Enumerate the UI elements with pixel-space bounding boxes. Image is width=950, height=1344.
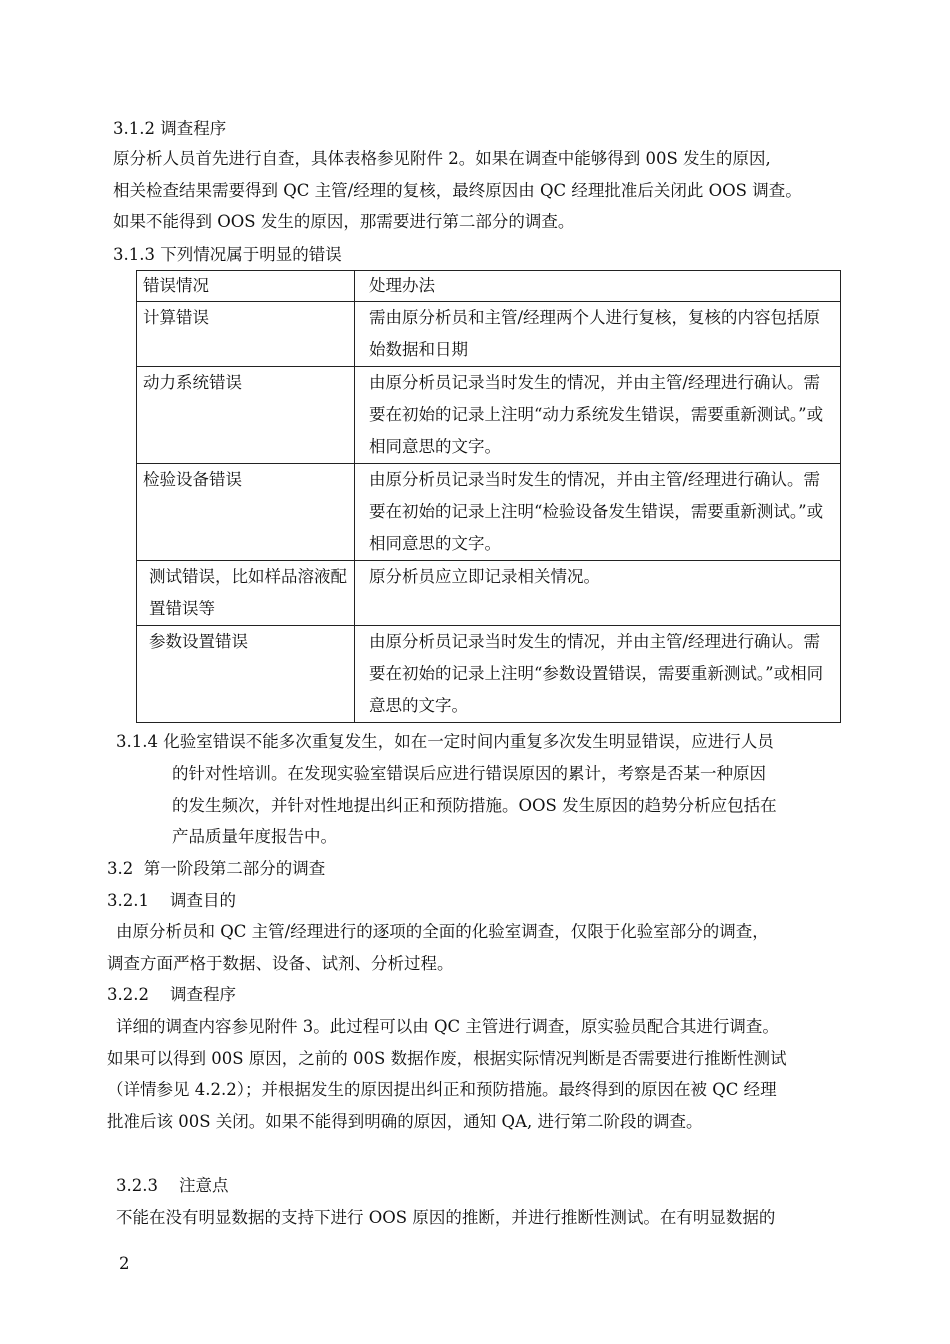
- table-row: [137, 626, 841, 723]
- table-header-handling: 处理办法: [355, 271, 841, 302]
- table-header-situation: 错误情况: [137, 271, 355, 302]
- table-cell-handling: 原分析员应立即记录相关情况。: [355, 561, 841, 626]
- error-handling-table: [136, 270, 841, 723]
- table-cell-handling: 需由原分析员和主管/经理两个人进行复核，复核的内容包括原始数据和日期: [355, 302, 841, 367]
- section-heading-312: 3.1.2 调查程序: [113, 119, 227, 138]
- table-row: [137, 561, 841, 626]
- paragraph-line: 调查方面严格于数据、设备、试剂、分析过程。: [107, 954, 454, 973]
- section-heading-321: 3.2.1 调查目的: [107, 891, 236, 910]
- section-heading-323: 3.2.3 注意点: [116, 1176, 229, 1195]
- paragraph-line: 由原分析员和 QC 主管/经理进行的逐项的全面的化验室调查，仅限于化验室部分的调查，: [116, 922, 769, 941]
- paragraph-line: 原分析人员首先进行自查，具体表格参见附件 2。如果在调查中能够得到 00S 发生的原因,: [113, 149, 771, 168]
- table-row: [137, 302, 841, 367]
- page-number: 2: [119, 1254, 130, 1273]
- paragraph-line: 如果不能得到 OOS 发生的原因，那需要进行第二部分的调查。: [113, 212, 575, 231]
- paragraph-line: 批准后该 00S 关闭。如果不能得到明确的原因，通知 QA, 进行第二阶段的调查。: [107, 1112, 703, 1131]
- paragraph-line: 产品质量年度报告中。: [172, 827, 337, 846]
- section-heading-322: 3.2.2 调查程序: [107, 985, 236, 1004]
- table-cell-situation: 计算错误: [137, 302, 355, 367]
- table-cell-situation: 动力系统错误: [137, 367, 355, 464]
- table-cell-situation: 测试错误，比如样品溶液配置错误等: [137, 561, 355, 626]
- table-cell-handling: 由原分析员记录当时发生的情况，并由主管/经理进行确认。需要在初始的记录上注明“参数设置错误，需要重新测试。”或相同意思的文字。: [355, 626, 841, 723]
- table-cell-situation: 参数设置错误: [137, 626, 355, 723]
- paragraph-line: 相关检查结果需要得到 QC 主管/经理的复核，最终原因由 QC 经理批准后关闭此 OOS 调查。: [113, 181, 802, 200]
- table-cell-handling: 由原分析员记录当时发生的情况，并由主管/经理进行确认。需要在初始的记录上注明“动力系统发生错误，需要重新测试。”或相同意思的文字。: [355, 367, 841, 464]
- paragraph-line: 不能在没有明显数据的支持下进行 OOS 原因的推断，并进行推断性测试。在有明显数据的: [116, 1208, 776, 1227]
- table-row: [137, 367, 841, 464]
- paragraph-line: 详细的调查内容参见附件 3。此过程可以由 QC 主管进行调查，原实验员配合其进行调查。: [116, 1017, 779, 1036]
- paragraph-line: 3.1.4 化验室错误不能多次重复发生，如在一定时间内重复多次发生明显错误，应进行人员: [116, 732, 774, 751]
- section-heading-313: 3.1.3 下列情况属于明显的错误: [113, 245, 342, 264]
- table-header-row: [137, 271, 841, 302]
- paragraph-line: 如果可以得到 00S 原因，之前的 00S 数据作废，根据实际情况判断是否需要进行推断性测试: [107, 1049, 787, 1068]
- table-row: [137, 464, 841, 561]
- table-cell-handling: 由原分析员记录当时发生的情况，并由主管/经理进行确认。需要在初始的记录上注明“检验设备发生错误，需要重新测试。”或相同意思的文字。: [355, 464, 841, 561]
- paragraph-line: （详情参见 4.2.2）；并根据发生的原因提出纠正和预防措施。最终得到的原因在被 QC 经理: [107, 1080, 777, 1099]
- paragraph-line: 的发生频次，并针对性地提出纠正和预防措施。OOS 发生原因的趋势分析应包括在: [172, 796, 777, 815]
- table-cell-situation: 检验设备错误: [137, 464, 355, 561]
- paragraph-line: 的针对性培训。在发现实验室错误后应进行错误原因的累计，考察是否某一种原因: [172, 764, 766, 783]
- section-heading-32: 3.2 第一阶段第二部分的调查: [107, 859, 326, 878]
